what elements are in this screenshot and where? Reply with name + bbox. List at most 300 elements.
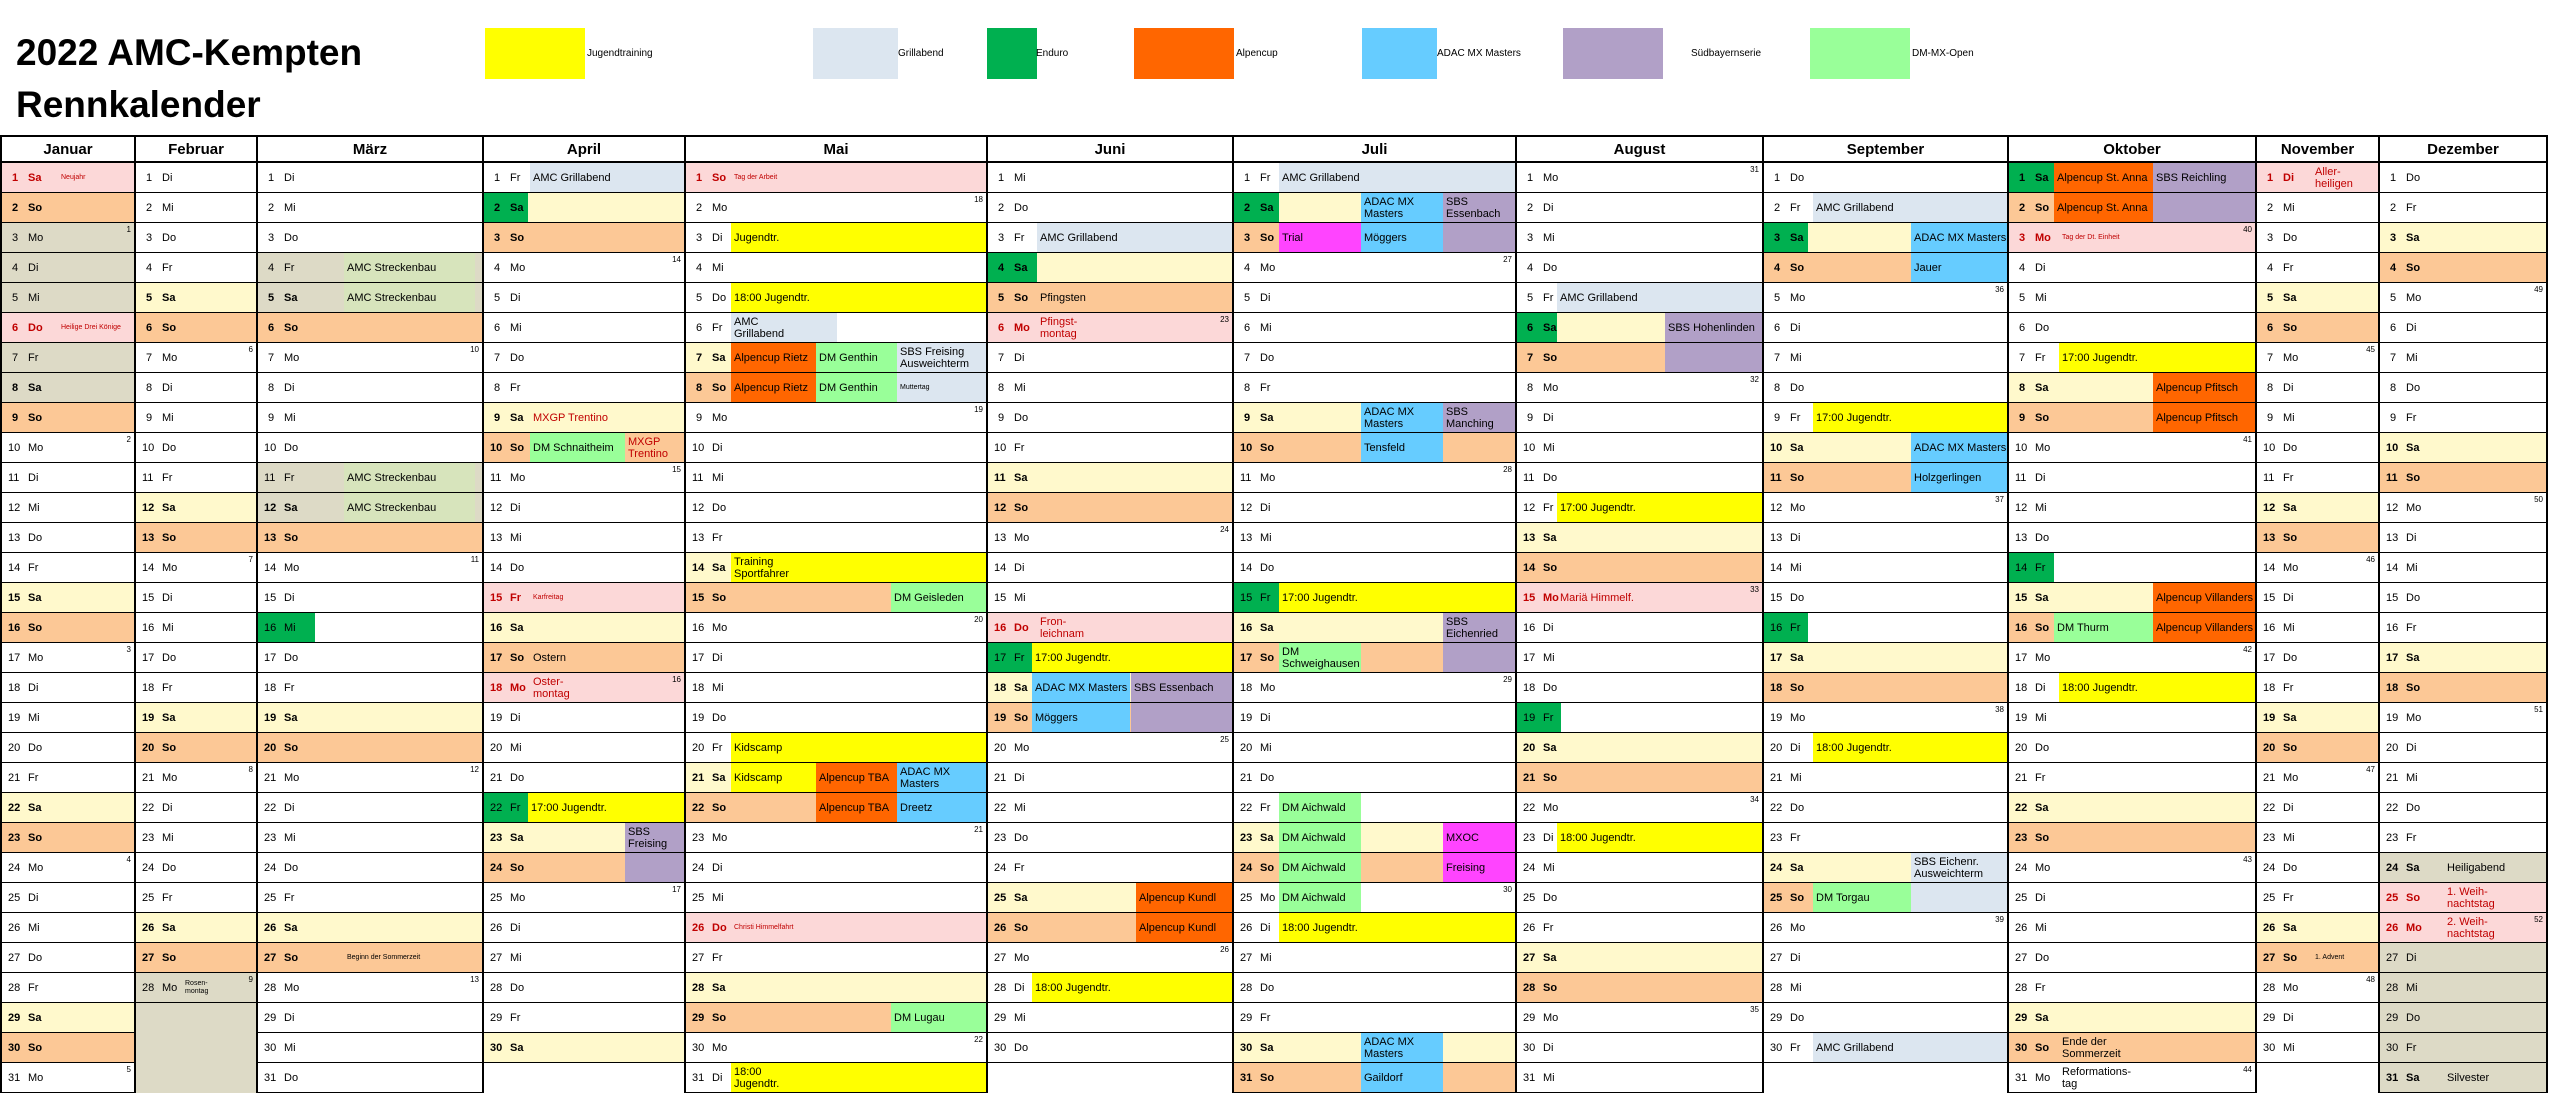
- calendar-event[interactable]: AMC Grillabend: [1557, 283, 1762, 312]
- day-cell[interactable]: [484, 943, 684, 973]
- day-cell[interactable]: [988, 943, 1232, 973]
- day-cell[interactable]: [2, 373, 134, 403]
- calendar-event[interactable]: AMC Grillabend: [530, 163, 684, 192]
- day-cell[interactable]: [484, 1033, 684, 1063]
- day-cell[interactable]: [988, 1033, 1232, 1063]
- day-cell[interactable]: [258, 223, 482, 253]
- calendar-event[interactable]: Freising: [1443, 853, 1515, 882]
- day-cell[interactable]: [136, 253, 256, 283]
- day-cell[interactable]: [2, 403, 134, 433]
- day-cell[interactable]: [2380, 943, 2546, 973]
- day-cell[interactable]: [2380, 973, 2546, 1003]
- day-cell[interactable]: [2, 643, 134, 673]
- day-cell[interactable]: [1517, 343, 1762, 373]
- day-cell[interactable]: [136, 883, 256, 913]
- day-cell[interactable]: [2, 1063, 134, 1093]
- day-cell[interactable]: [2380, 553, 2546, 583]
- day-cell[interactable]: [1517, 673, 1762, 703]
- calendar-event[interactable]: 18:00 Jugendtr.: [731, 1063, 986, 1092]
- calendar-event[interactable]: SBS Reichling: [2153, 163, 2255, 192]
- day-cell[interactable]: [2, 343, 134, 373]
- calendar-event[interactable]: ADAC MX Masters: [1032, 673, 1130, 702]
- day-cell[interactable]: [136, 493, 256, 523]
- day-cell[interactable]: [988, 913, 1232, 943]
- day-cell[interactable]: [1234, 583, 1515, 613]
- day-cell[interactable]: [1517, 703, 1762, 733]
- day-cell[interactable]: [2380, 643, 2546, 673]
- calendar-event[interactable]: 18:00 Jugendtr.: [731, 283, 986, 312]
- day-cell[interactable]: [2, 1033, 134, 1063]
- day-cell[interactable]: [1517, 493, 1762, 523]
- day-cell[interactable]: [1517, 553, 1762, 583]
- day-cell[interactable]: [2009, 163, 2255, 193]
- day-cell[interactable]: [258, 733, 482, 763]
- day-cell[interactable]: [1764, 163, 2007, 193]
- day-cell[interactable]: [686, 703, 986, 733]
- day-cell[interactable]: [2, 793, 134, 823]
- day-cell[interactable]: [1234, 883, 1515, 913]
- day-cell[interactable]: [1517, 1033, 1762, 1063]
- day-cell[interactable]: [2, 673, 134, 703]
- day-cell[interactable]: [2009, 793, 2255, 823]
- calendar-event[interactable]: ADAC MX Masters: [1911, 433, 2007, 462]
- event-color-block[interactable]: [1443, 643, 1515, 672]
- day-cell[interactable]: [686, 913, 986, 943]
- calendar-event[interactable]: 17:00 Jugendtr.: [528, 793, 684, 822]
- day-cell[interactable]: [2009, 433, 2255, 463]
- day-cell[interactable]: [1517, 1063, 1762, 1093]
- day-cell[interactable]: [988, 973, 1232, 1003]
- day-cell[interactable]: [258, 823, 482, 853]
- day-cell[interactable]: [1764, 883, 2007, 913]
- day-cell[interactable]: [686, 973, 986, 1003]
- day-cell[interactable]: [258, 793, 482, 823]
- day-cell[interactable]: [2257, 223, 2378, 253]
- calendar-event[interactable]: DM Geisleden: [891, 583, 986, 612]
- day-cell[interactable]: [988, 343, 1232, 373]
- calendar-event[interactable]: Fron- leichnam: [1040, 615, 1085, 640]
- day-cell[interactable]: [136, 523, 256, 553]
- day-cell[interactable]: [2380, 253, 2546, 283]
- day-cell[interactable]: [2380, 343, 2546, 373]
- day-cell[interactable]: [988, 733, 1232, 763]
- calendar-event[interactable]: SBS Eichenried: [1443, 613, 1515, 642]
- day-cell[interactable]: [258, 373, 482, 403]
- calendar-event[interactable]: 1. Advent: [2315, 953, 2345, 961]
- day-cell[interactable]: [1517, 163, 1762, 193]
- day-cell[interactable]: [2380, 463, 2546, 493]
- calendar-event[interactable]: Christi Himmelfahrt: [734, 923, 794, 931]
- day-cell[interactable]: [258, 403, 482, 433]
- day-cell[interactable]: [1517, 463, 1762, 493]
- day-cell[interactable]: [988, 373, 1232, 403]
- calendar-event[interactable]: DM Schnaitheim: [530, 433, 625, 462]
- day-cell[interactable]: [2, 1003, 134, 1033]
- day-cell[interactable]: [988, 853, 1232, 883]
- day-cell[interactable]: [136, 853, 256, 883]
- day-cell[interactable]: [2, 943, 134, 973]
- calendar-event[interactable]: Tensfeld: [1361, 433, 1443, 462]
- day-cell[interactable]: [136, 373, 256, 403]
- day-cell[interactable]: [2009, 703, 2255, 733]
- day-cell[interactable]: [484, 853, 684, 883]
- day-cell[interactable]: [2009, 643, 2255, 673]
- day-cell[interactable]: [258, 553, 482, 583]
- day-cell[interactable]: [686, 223, 986, 253]
- day-cell[interactable]: [1234, 553, 1515, 583]
- day-cell[interactable]: [1517, 613, 1762, 643]
- calendar-event[interactable]: Dreetz: [897, 793, 986, 822]
- day-cell[interactable]: [484, 793, 684, 823]
- day-cell[interactable]: [1764, 673, 2007, 703]
- day-cell[interactable]: [1764, 823, 2007, 853]
- day-cell[interactable]: [1764, 343, 2007, 373]
- day-cell[interactable]: [686, 823, 986, 853]
- day-cell[interactable]: [988, 643, 1232, 673]
- day-cell[interactable]: [988, 463, 1232, 493]
- day-cell[interactable]: [258, 163, 482, 193]
- day-cell[interactable]: [2009, 493, 2255, 523]
- day-cell[interactable]: [1517, 193, 1762, 223]
- day-cell[interactable]: [2, 433, 134, 463]
- day-cell[interactable]: [988, 1003, 1232, 1033]
- day-cell[interactable]: [2257, 853, 2378, 883]
- day-cell[interactable]: [136, 403, 256, 433]
- day-cell[interactable]: [2257, 163, 2378, 193]
- day-cell[interactable]: [2380, 733, 2546, 763]
- day-cell[interactable]: [484, 643, 684, 673]
- day-cell[interactable]: [1517, 763, 1762, 793]
- day-cell[interactable]: [1764, 613, 2007, 643]
- day-cell[interactable]: [1234, 1033, 1515, 1063]
- day-cell[interactable]: [484, 283, 684, 313]
- calendar-event[interactable]: Alpencup Villanders: [2153, 613, 2255, 642]
- calendar-event[interactable]: Kidscamp: [731, 763, 861, 792]
- day-cell[interactable]: [1517, 1003, 1762, 1033]
- day-cell[interactable]: [686, 583, 986, 613]
- day-cell[interactable]: [484, 763, 684, 793]
- day-cell[interactable]: [136, 163, 256, 193]
- day-cell[interactable]: [2257, 943, 2378, 973]
- calendar-event[interactable]: Gaildorf: [1361, 1063, 1443, 1092]
- day-cell[interactable]: [2009, 343, 2255, 373]
- calendar-event[interactable]: Alpencup Rietz: [731, 373, 816, 402]
- day-cell[interactable]: [686, 373, 986, 403]
- day-cell[interactable]: [2, 193, 134, 223]
- day-cell[interactable]: [258, 883, 482, 913]
- day-cell[interactable]: [988, 223, 1232, 253]
- day-cell[interactable]: [1764, 733, 2007, 763]
- calendar-event[interactable]: Ende der Sommerzeit: [2062, 1035, 2121, 1060]
- day-cell[interactable]: [988, 283, 1232, 313]
- day-cell[interactable]: [136, 613, 256, 643]
- day-cell[interactable]: [484, 553, 684, 583]
- calendar-event[interactable]: DM Schweighausen: [1279, 643, 1361, 672]
- calendar-event[interactable]: ADAC MX Masters: [1361, 193, 1443, 222]
- day-cell[interactable]: [136, 223, 256, 253]
- day-cell[interactable]: [2, 283, 134, 313]
- day-cell[interactable]: [2009, 283, 2255, 313]
- day-cell[interactable]: [988, 823, 1232, 853]
- day-cell[interactable]: [2009, 313, 2255, 343]
- day-cell[interactable]: [2, 823, 134, 853]
- day-cell[interactable]: [2, 973, 134, 1003]
- day-cell[interactable]: [2009, 733, 2255, 763]
- day-cell[interactable]: [686, 883, 986, 913]
- day-cell[interactable]: [258, 1063, 482, 1093]
- day-cell[interactable]: [1234, 283, 1515, 313]
- day-cell[interactable]: [136, 763, 256, 793]
- calendar-event[interactable]: Ostern: [533, 651, 567, 664]
- calendar-event[interactable]: Heilige Drei Könige: [61, 323, 121, 331]
- day-cell[interactable]: [484, 373, 684, 403]
- event-color-block[interactable]: [1665, 343, 1762, 372]
- day-cell[interactable]: [988, 553, 1232, 583]
- day-cell[interactable]: [686, 313, 986, 343]
- day-cell[interactable]: [686, 193, 986, 223]
- day-cell[interactable]: [988, 313, 1232, 343]
- day-cell[interactable]: [2380, 823, 2546, 853]
- day-cell[interactable]: [1517, 403, 1762, 433]
- day-cell[interactable]: [1234, 733, 1515, 763]
- day-cell[interactable]: [136, 943, 256, 973]
- calendar-event[interactable]: Alpencup TBA: [816, 763, 898, 792]
- calendar-event[interactable]: DM Thurm: [2054, 613, 2153, 642]
- day-cell[interactable]: [2009, 973, 2255, 1003]
- day-cell[interactable]: [988, 613, 1232, 643]
- day-cell[interactable]: [1234, 1003, 1515, 1033]
- day-cell[interactable]: [258, 973, 482, 1003]
- day-cell[interactable]: [2, 223, 134, 253]
- day-cell[interactable]: [2009, 583, 2255, 613]
- day-cell[interactable]: [686, 943, 986, 973]
- day-cell[interactable]: [686, 343, 986, 373]
- calendar-event[interactable]: MXGP Trentino: [533, 411, 608, 424]
- day-cell[interactable]: [2257, 583, 2378, 613]
- day-cell[interactable]: [2, 493, 134, 523]
- day-cell[interactable]: [258, 703, 482, 733]
- day-cell[interactable]: [136, 793, 256, 823]
- day-cell[interactable]: [136, 703, 256, 733]
- day-cell[interactable]: [258, 583, 482, 613]
- calendar-event[interactable]: Alpencup St. Anna: [2054, 163, 2153, 192]
- calendar-event[interactable]: Möggers: [1361, 223, 1443, 252]
- day-cell[interactable]: [1517, 523, 1762, 553]
- calendar-event[interactable]: Muttertag: [897, 373, 986, 402]
- day-cell[interactable]: [686, 1003, 986, 1033]
- day-cell[interactable]: [484, 613, 684, 643]
- day-cell[interactable]: [2380, 223, 2546, 253]
- day-cell[interactable]: [2009, 613, 2255, 643]
- day-cell[interactable]: [2380, 883, 2546, 913]
- day-cell[interactable]: [1517, 433, 1762, 463]
- day-cell[interactable]: [2009, 523, 2255, 553]
- day-cell[interactable]: [686, 253, 986, 283]
- day-cell[interactable]: [2, 523, 134, 553]
- day-cell[interactable]: [988, 703, 1232, 733]
- calendar-event[interactable]: Alpencup Rietz: [731, 343, 816, 372]
- day-cell[interactable]: [686, 763, 986, 793]
- day-cell[interactable]: [686, 853, 986, 883]
- day-cell[interactable]: [1234, 613, 1515, 643]
- day-cell[interactable]: [2257, 913, 2378, 943]
- day-cell[interactable]: [2, 313, 134, 343]
- calendar-event[interactable]: Pfingst- montag: [1040, 315, 1078, 340]
- day-cell[interactable]: [2009, 853, 2255, 883]
- day-cell[interactable]: [2009, 673, 2255, 703]
- day-cell[interactable]: [484, 343, 684, 373]
- day-cell[interactable]: [1517, 733, 1762, 763]
- day-cell[interactable]: [686, 523, 986, 553]
- calendar-event[interactable]: DM Aichwald: [1279, 793, 1361, 822]
- day-cell[interactable]: [2009, 763, 2255, 793]
- day-cell[interactable]: [988, 883, 1232, 913]
- day-cell[interactable]: [1234, 373, 1515, 403]
- calendar-event[interactable]: Neujahr: [61, 173, 86, 181]
- day-cell[interactable]: [484, 523, 684, 553]
- day-cell[interactable]: [136, 313, 256, 343]
- day-cell[interactable]: [136, 553, 256, 583]
- day-cell[interactable]: [2, 763, 134, 793]
- day-cell[interactable]: [2009, 1063, 2255, 1093]
- day-cell[interactable]: [988, 763, 1232, 793]
- day-cell[interactable]: [484, 463, 684, 493]
- calendar-event[interactable]: Tag der Arbeit: [734, 173, 778, 181]
- day-cell[interactable]: [988, 673, 1232, 703]
- calendar-event[interactable]: Training Sportfahrer: [731, 553, 986, 582]
- calendar-event[interactable]: Tag der Dt. Einheit: [2062, 233, 2120, 241]
- day-cell[interactable]: [136, 733, 256, 763]
- day-cell[interactable]: [2257, 793, 2378, 823]
- day-cell[interactable]: [1764, 1033, 2007, 1063]
- day-cell[interactable]: [1764, 433, 2007, 463]
- event-color-block[interactable]: [2153, 193, 2255, 222]
- day-cell[interactable]: [2257, 523, 2378, 553]
- day-cell[interactable]: [1764, 583, 2007, 613]
- day-cell[interactable]: [988, 433, 1232, 463]
- day-cell[interactable]: [1234, 703, 1515, 733]
- day-cell[interactable]: [1234, 433, 1515, 463]
- day-cell[interactable]: [2380, 913, 2546, 943]
- day-cell[interactable]: [1234, 523, 1515, 553]
- event-color-block[interactable]: [1911, 883, 2007, 912]
- calendar-event[interactable]: AMC Grillabend: [1037, 223, 1232, 252]
- day-cell[interactable]: [2257, 553, 2378, 583]
- day-cell[interactable]: [1517, 883, 1762, 913]
- day-cell[interactable]: [1517, 283, 1762, 313]
- calendar-event[interactable]: DM Aichwald: [1279, 853, 1361, 882]
- calendar-event[interactable]: SBS Essenbach: [1443, 193, 1515, 222]
- calendar-event[interactable]: Möggers: [1032, 703, 1130, 732]
- day-cell[interactable]: [1764, 373, 2007, 403]
- calendar-event[interactable]: ADAC MX Masters: [1361, 403, 1443, 432]
- day-cell[interactable]: [1764, 913, 2007, 943]
- day-cell[interactable]: [484, 913, 684, 943]
- day-cell[interactable]: [2257, 643, 2378, 673]
- calendar-event[interactable]: DM Lugau: [891, 1003, 986, 1032]
- day-cell[interactable]: [258, 913, 482, 943]
- day-cell[interactable]: [1764, 643, 2007, 673]
- day-cell[interactable]: [988, 253, 1232, 283]
- day-cell[interactable]: [2009, 943, 2255, 973]
- day-cell[interactable]: [258, 763, 482, 793]
- calendar-event[interactable]: MXGP Trentino: [628, 435, 668, 460]
- day-cell[interactable]: [1764, 793, 2007, 823]
- day-cell[interactable]: [988, 493, 1232, 523]
- day-cell[interactable]: [2380, 373, 2546, 403]
- day-cell[interactable]: [1764, 973, 2007, 1003]
- day-cell[interactable]: [136, 643, 256, 673]
- calendar-event[interactable]: Rosen- montag: [185, 979, 209, 995]
- day-cell[interactable]: [1517, 373, 1762, 403]
- day-cell[interactable]: [1234, 493, 1515, 523]
- day-cell[interactable]: [484, 703, 684, 733]
- day-cell[interactable]: [2009, 223, 2255, 253]
- day-cell[interactable]: [2257, 403, 2378, 433]
- day-cell[interactable]: [258, 613, 482, 643]
- day-cell[interactable]: [1764, 463, 2007, 493]
- day-cell[interactable]: [484, 403, 684, 433]
- calendar-event[interactable]: Silvester: [2447, 1071, 2490, 1084]
- day-cell[interactable]: [258, 463, 482, 493]
- day-cell[interactable]: [2380, 583, 2546, 613]
- day-cell[interactable]: [2, 613, 134, 643]
- day-cell[interactable]: [2380, 1063, 2546, 1093]
- day-cell[interactable]: [484, 673, 684, 703]
- day-cell[interactable]: [2009, 1033, 2255, 1063]
- calendar-event[interactable]: DM Aichwald: [1279, 823, 1361, 852]
- day-cell[interactable]: [686, 433, 986, 463]
- day-cell[interactable]: [258, 673, 482, 703]
- day-cell[interactable]: [2380, 313, 2546, 343]
- day-cell[interactable]: [258, 283, 482, 313]
- calendar-event[interactable]: AMC Streckenbau: [344, 283, 475, 312]
- calendar-event[interactable]: DM Genthin: [816, 373, 898, 402]
- event-color-block[interactable]: [1443, 223, 1515, 252]
- day-cell[interactable]: [686, 613, 986, 643]
- calendar-event[interactable]: Alpencup Villanders: [2153, 583, 2255, 612]
- calendar-event[interactable]: 17:00 Jugendtr.: [1557, 493, 1762, 522]
- calendar-event[interactable]: SBS Freising: [625, 823, 684, 852]
- calendar-event[interactable]: ADAC MX Masters: [1361, 1033, 1443, 1062]
- day-cell[interactable]: [686, 463, 986, 493]
- day-cell[interactable]: [2380, 163, 2546, 193]
- day-cell[interactable]: [484, 823, 684, 853]
- day-cell[interactable]: [1234, 343, 1515, 373]
- day-cell[interactable]: [2380, 613, 2546, 643]
- day-cell[interactable]: [1234, 913, 1515, 943]
- day-cell[interactable]: [2, 583, 134, 613]
- day-cell[interactable]: [136, 433, 256, 463]
- calendar-event[interactable]: Jauer: [1911, 253, 2007, 282]
- day-cell[interactable]: [1764, 853, 2007, 883]
- day-cell[interactable]: [2257, 463, 2378, 493]
- calendar-event[interactable]: MXOC: [1443, 823, 1515, 852]
- day-cell[interactable]: [1517, 853, 1762, 883]
- calendar-event[interactable]: 18:00 Jugendtr.: [1557, 823, 1762, 852]
- day-cell[interactable]: [2257, 823, 2378, 853]
- calendar-event[interactable]: Alpencup Kundl: [1136, 883, 1232, 912]
- day-cell[interactable]: [136, 823, 256, 853]
- calendar-event[interactable]: SBS Hohenlinden: [1665, 313, 1762, 342]
- day-cell[interactable]: [484, 973, 684, 1003]
- day-cell[interactable]: [2, 163, 134, 193]
- calendar-event[interactable]: AMC Grillabend: [1813, 1033, 2007, 1062]
- day-cell[interactable]: [1517, 253, 1762, 283]
- day-cell[interactable]: [988, 163, 1232, 193]
- calendar-event[interactable]: Jugendtr.: [731, 223, 986, 252]
- day-cell[interactable]: [258, 943, 482, 973]
